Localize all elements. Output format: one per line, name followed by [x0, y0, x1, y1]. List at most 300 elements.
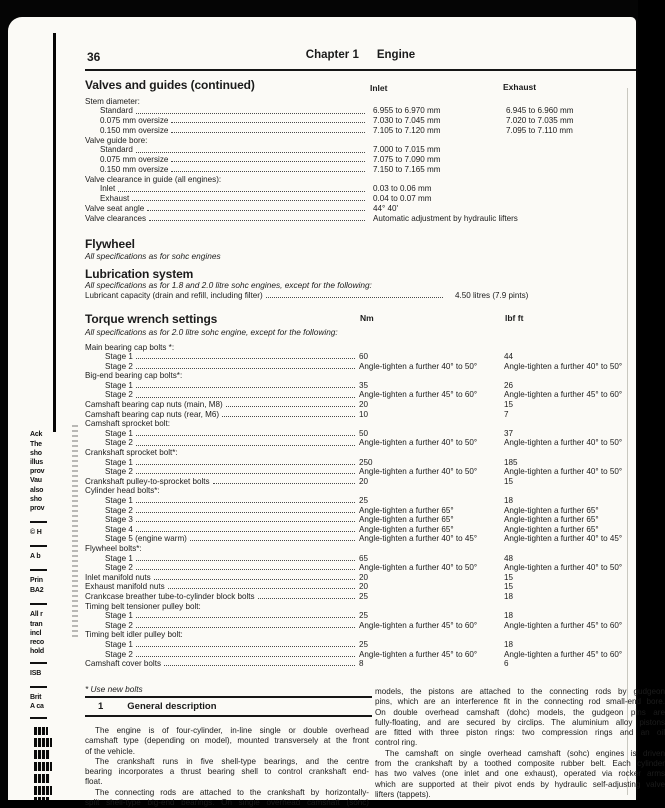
chapter-title: Engine — [376, 49, 416, 61]
spec-value-col1: 6.955 to 6.970 mm — [373, 106, 441, 116]
lubrication-section-title: Lubrication system — [85, 267, 194, 281]
spec-label-cell — [85, 429, 357, 438]
margin-text-fragment: © H — [30, 529, 42, 536]
body-line: pins, which are an interference fit in the connecting rod small-end bore. — [375, 697, 665, 707]
spec-row — [85, 620, 636, 630]
spec-label: Exhaust manifold nuts — [85, 582, 165, 592]
spec-value-col2: 15 — [504, 582, 514, 592]
section-number: 1 — [98, 701, 104, 712]
spec-label: Camshaft sprocket bolt: — [85, 419, 171, 429]
spec-row — [85, 371, 636, 381]
spec-label: 0.150 mm oversize — [100, 125, 169, 135]
spec-row — [85, 649, 636, 659]
leader-dots — [136, 434, 355, 436]
margin-text-fragment: A b — [30, 553, 41, 560]
spec-row — [85, 630, 636, 640]
spec-value-col1: Angle-tighten a further 40° to 50° — [359, 467, 478, 477]
spec-row — [85, 409, 636, 419]
spec-label: Valve clearances — [85, 213, 147, 223]
body-line: split shell-type big-end bearings. On single overhead camshaft (sohc) — [85, 798, 369, 808]
spec-value-col2: 44 — [504, 352, 514, 362]
spec-label-cell — [85, 525, 357, 534]
spec-label: Stage 2 — [105, 620, 133, 630]
leader-dots — [222, 415, 355, 417]
margin-text-fragment: ISB — [30, 670, 42, 677]
spec-label-cell — [85, 592, 357, 601]
spec-value-col2: Angle-tighten a further 45° to 60° — [504, 620, 623, 630]
exhaust-column-header: Exhaust — [503, 82, 537, 92]
spec-value-col1: 65 — [359, 553, 369, 563]
spec-label-cell — [85, 106, 367, 115]
spec-label-cell — [85, 630, 357, 639]
spec-label-cell — [85, 515, 357, 524]
leader-dots — [171, 131, 365, 133]
spec-label-cell — [85, 554, 357, 563]
margin-glyph-fragment — [34, 762, 52, 771]
spec-value-col2: 18 — [504, 639, 514, 649]
spec-label: Stage 1 — [105, 457, 133, 467]
spec-value-col2: 15 — [504, 400, 514, 410]
margin-glyph-fragment — [34, 738, 52, 747]
spec-value-col1: 25 — [359, 639, 369, 649]
spec-row — [85, 582, 636, 592]
spec-label: Camshaft bearing cap nuts (main, M8) — [85, 400, 223, 410]
spec-row — [85, 361, 636, 371]
spec-value-col1: 7.075 to 7.090 mm — [373, 155, 441, 165]
spec-label: Inlet manifold nuts — [85, 572, 151, 582]
spec-row — [85, 591, 636, 601]
spec-value-col2: Angle-tighten a further 65° — [504, 524, 599, 534]
header-rule — [85, 69, 636, 71]
spec-label-cell — [85, 381, 357, 390]
spec-label-cell — [85, 573, 357, 582]
flywheel-note: All specifications as for sohc engines — [85, 251, 221, 261]
spec-row — [85, 438, 636, 448]
spec-label: 0.075 mm oversize — [100, 155, 169, 165]
gutter-shadow — [72, 425, 78, 640]
spec-value-col2: 26 — [504, 380, 514, 390]
spec-row — [85, 116, 636, 126]
spec-value-col1: 50 — [359, 428, 369, 438]
spec-label-cell — [85, 496, 357, 505]
leader-dots — [136, 444, 355, 446]
leader-dots — [171, 160, 365, 162]
spec-row — [85, 342, 636, 352]
torque-section-title: Torque wrench settings — [85, 312, 218, 326]
spec-label-cell — [85, 611, 357, 620]
spec-value-col2: 7.020 to 7.035 mm — [506, 116, 574, 126]
spec-row — [85, 496, 636, 506]
spec-label-cell — [85, 621, 357, 630]
spec-row — [85, 106, 636, 116]
spec-label: Stage 1 — [105, 496, 133, 505]
spec-row — [85, 486, 636, 496]
leader-dots — [168, 587, 355, 589]
body-line: The connecting rods are attached to the crankshaft by horizontally- — [95, 787, 369, 797]
margin-rule — [30, 662, 47, 664]
chapter-heading — [85, 49, 636, 61]
spec-row — [85, 639, 636, 649]
body-line: The camshaft on single overhead camshaft (sohc) engines is driven — [385, 748, 665, 758]
spec-label-cell — [85, 448, 357, 457]
lbfft-column-header: lbf ft — [505, 313, 524, 323]
body-line: which are supported at their pivot ends by hydraulic self-adjusting valve — [375, 779, 665, 789]
margin-text-fragment: Prin — [30, 577, 43, 584]
spec-row — [85, 145, 636, 155]
body-line: On double overhead camshaft (dohc) models, the gudgeon pins are — [375, 707, 665, 717]
spec-value-col2: 185 — [504, 457, 518, 467]
spec-row — [85, 203, 636, 213]
spec-label: Standard — [100, 106, 133, 116]
body-line: models, the pistons are attached to the connecting rods by gudgeon — [375, 687, 665, 696]
spec-value-col1: 250 — [359, 457, 373, 467]
spec-value-col2: Angle-tighten a further 40° to 50° — [504, 467, 623, 477]
leader-dots — [118, 190, 365, 192]
lubricant-capacity-value: 4.50 litres (7.9 pints) — [455, 290, 529, 300]
spec-row — [85, 563, 636, 573]
margin-text-fragment: sho — [30, 496, 42, 503]
spec-label: Stage 2 — [105, 390, 133, 400]
spec-value-col2: 18 — [504, 591, 514, 601]
leader-dots — [164, 664, 355, 666]
body-column-left — [85, 726, 369, 808]
spec-value-col1: Angle-tighten a further 45° to 60° — [359, 620, 478, 630]
spec-label: Stage 1 — [105, 639, 133, 649]
spec-row — [85, 543, 636, 553]
margin-glyph-fragment — [34, 727, 48, 735]
spec-value-col2: Angle-tighten a further 40° to 50° — [504, 361, 623, 371]
spec-label: Stage 4 — [105, 524, 133, 534]
spec-label-cell — [85, 563, 357, 572]
spec-label: 0.150 mm oversize — [100, 164, 169, 174]
spec-row — [85, 380, 636, 390]
body-line: camshaft type (depending on model), mounted transversely at the front — [85, 736, 369, 746]
spec-value-col1: Angle-tighten a further 65° — [359, 524, 454, 534]
leader-dots — [266, 296, 443, 298]
leader-dots — [149, 219, 365, 221]
spec-label: Timing belt tensioner pulley bolt: — [85, 601, 201, 611]
spec-label-cell — [85, 126, 367, 135]
flywheel-section-title: Flywheel — [85, 237, 135, 251]
spec-label: Big-end bearing cap bolts*: — [85, 371, 183, 381]
leader-dots — [136, 655, 355, 657]
spec-row — [85, 534, 636, 544]
spec-value-col1: 0.04 to 0.07 mm — [373, 194, 432, 204]
spec-value-col1: 44° 40' — [373, 203, 399, 213]
spec-label: Stage 1 — [105, 380, 133, 390]
adjacent-page-fragments — [28, 0, 64, 800]
spec-label-cell — [85, 544, 357, 553]
margin-rule — [30, 717, 47, 719]
spec-label-cell — [85, 184, 367, 193]
spec-label-cell — [85, 534, 357, 543]
leader-dots — [258, 597, 355, 599]
spec-row — [85, 515, 636, 525]
margin-text-fragment: All r — [30, 611, 43, 618]
spec-label-cell — [85, 116, 367, 125]
spec-value-col2: 7.095 to 7.110 mm — [506, 125, 573, 135]
spec-row — [85, 572, 636, 582]
margin-text-fragment: Ack — [30, 431, 43, 438]
spec-label-cell — [85, 506, 357, 515]
spec-value-col1: 7.150 to 7.165 mm — [373, 164, 441, 174]
spec-label: Stage 2 — [105, 467, 133, 477]
body-line: float. — [85, 777, 103, 787]
spec-label-cell — [85, 477, 357, 486]
spec-value-col1: 35 — [359, 380, 369, 390]
spec-value-col2: 18 — [504, 496, 514, 505]
leader-dots — [136, 112, 365, 114]
spec-value-col1: 20 — [359, 400, 369, 410]
spec-label-cell — [85, 419, 357, 428]
body-line: bearing incorporates a thrust bearing shell to control crankshaft end- — [85, 767, 369, 777]
valves-spec-table — [85, 96, 636, 223]
spec-label: Valve clearance in guide (all engines): — [85, 174, 222, 184]
body-line: The crankshaft runs in five shell-type bearings, and the centre — [95, 756, 369, 766]
spec-label: Stage 2 — [105, 361, 133, 371]
spec-row — [85, 611, 636, 621]
spec-label-cell — [85, 362, 357, 371]
body-line: fully-floating, and are secured by circlips. The aluminium alloy pistons — [375, 717, 665, 727]
valves-section-title: Valves and guides (continued) — [85, 78, 255, 92]
margin-text-fragment: prov — [30, 505, 45, 512]
spec-label-cell — [85, 467, 357, 476]
body-line: lifters (tappets). — [375, 789, 431, 799]
spec-label: Standard — [100, 145, 133, 155]
spec-row — [85, 457, 636, 467]
spec-value-col2: Angle-tighten a further 40° to 45° — [504, 534, 623, 544]
spec-label: Cylinder head bolts*: — [85, 486, 160, 496]
spec-label: Stage 1 — [105, 352, 133, 362]
leader-dots — [136, 511, 355, 513]
spec-label: Stage 2 — [105, 505, 133, 515]
spec-value-col1: 20 — [359, 582, 369, 592]
leader-dots — [136, 530, 355, 532]
spec-label: Stage 1 — [105, 428, 133, 438]
spec-row — [85, 174, 636, 184]
leader-dots — [136, 520, 355, 522]
torque-spec-table — [85, 342, 636, 668]
margin-text-fragment: prov — [30, 468, 45, 475]
body-line: has two valves (one inlet and one exhaust), operated via rocker arms — [375, 769, 665, 779]
spec-row — [85, 524, 636, 534]
spec-value-col1: 8 — [359, 659, 364, 669]
spec-row — [85, 125, 636, 135]
leader-dots — [132, 199, 365, 201]
spec-label: Main bearing cap bolts *: — [85, 342, 175, 352]
margin-glyph-fragment — [34, 774, 50, 783]
torque-footnote: * Use new bolts — [85, 684, 143, 694]
lubrication-note: All specifications as for 1.8 and 2.0 litre sohc engines, except for the following: — [85, 280, 372, 290]
spec-row — [85, 553, 636, 563]
spec-row — [85, 194, 636, 204]
spec-label: Crankshaft pulley-to-sprocket bolts — [85, 476, 210, 486]
spec-value-col1: Angle-tighten a further 65° — [359, 505, 454, 515]
leader-dots — [136, 396, 355, 398]
margin-text-fragment: Vau — [30, 477, 42, 484]
spec-label: Timing belt idler pulley bolt: — [85, 630, 183, 640]
spec-label-cell — [85, 155, 367, 164]
margin-text-fragment: hold — [30, 648, 44, 655]
margin-text-fragment: reco — [30, 639, 44, 646]
spec-value-col1: 7.000 to 7.015 mm — [373, 145, 441, 155]
spec-label-cell — [85, 214, 367, 223]
body-line: control ring. — [375, 738, 418, 748]
spec-label-cell — [85, 400, 357, 409]
spec-label: Valve guide bore: — [85, 135, 148, 145]
body-line: from the crankshaft by a toothed composite rubber belt. Each cylinder — [375, 759, 665, 769]
spec-value-col1: 10 — [359, 409, 369, 419]
margin-text-fragment: sho — [30, 450, 42, 457]
heading-rule-bottom — [85, 715, 372, 717]
spec-label: Camshaft cover bolts — [85, 659, 162, 669]
spec-label: Exhaust — [100, 194, 130, 204]
body-line: The engine is of four-cylinder, in-line single or double overhead — [95, 726, 369, 735]
spec-label-cell — [85, 458, 357, 467]
spec-value-col2: Angle-tighten a further 65° — [504, 515, 599, 525]
spec-label: Stage 2 — [105, 563, 133, 573]
spec-row — [85, 135, 636, 145]
spec-value-col1: 0.03 to 0.06 mm — [373, 184, 432, 194]
spec-row — [85, 213, 636, 223]
spec-label-cell — [85, 486, 357, 495]
spec-row — [85, 476, 636, 486]
spec-label-cell — [85, 145, 367, 154]
leader-dots — [136, 151, 365, 153]
spec-label: Flywheel bolts*: — [85, 543, 142, 553]
margin-text-fragment: tran — [30, 621, 43, 628]
spec-row — [85, 400, 636, 410]
spec-value-col1: 20 — [359, 572, 369, 582]
spec-label-cell — [85, 410, 357, 419]
spec-row — [85, 659, 636, 669]
leader-dots — [136, 626, 355, 628]
spec-label: Inlet — [100, 184, 116, 194]
spec-label: Stage 5 (engine warm) — [105, 534, 187, 544]
spec-label: 0.075 mm oversize — [100, 116, 169, 126]
general-description-heading — [85, 696, 372, 717]
margin-rule — [30, 686, 47, 688]
spec-value-col2: 15 — [504, 476, 514, 486]
spec-value-col1: Angle-tighten a further 40° to 50° — [359, 438, 478, 448]
spec-label: Stem diameter: — [85, 96, 140, 106]
spec-row — [85, 164, 636, 174]
leader-dots — [154, 578, 355, 580]
spec-row — [85, 448, 636, 458]
spec-value-col1: 7.030 to 7.045 mm — [373, 116, 441, 126]
margin-text-fragment: The — [30, 441, 42, 448]
spec-value-col1: 25 — [359, 496, 369, 505]
spec-value-col1: Angle-tighten a further 65° — [359, 515, 454, 525]
spec-row — [85, 96, 636, 106]
leader-dots — [136, 645, 355, 647]
margin-text-fragment: incl — [30, 630, 42, 637]
spec-label-cell — [85, 659, 357, 668]
body-column-right — [375, 687, 665, 800]
spec-label: Stage 1 — [105, 553, 133, 563]
spec-value-col2: Angle-tighten a further 40° to 50° — [504, 438, 623, 448]
spec-row — [85, 505, 636, 515]
leader-dots — [136, 386, 355, 388]
spec-label: Crankshaft sprocket bolt*: — [85, 448, 178, 458]
chapter-number: Chapter 1 — [305, 49, 359, 61]
spec-label: Stage 3 — [105, 515, 133, 525]
margin-glyph-fragment — [34, 750, 50, 759]
spec-label-cell — [85, 136, 367, 145]
margin-text-fragment: Brit — [30, 694, 42, 701]
spec-value-col1: Angle-tighten a further 40° to 50° — [359, 563, 478, 573]
spec-label: Stage 2 — [105, 649, 133, 659]
spec-value-col2: Angle-tighten a further 45° to 60° — [504, 649, 623, 659]
spec-label-cell — [85, 390, 357, 399]
spec-label-cell — [85, 582, 357, 591]
spec-row — [85, 390, 636, 400]
spec-label: Crankcase breather tube-to-cylinder block bolts — [85, 591, 255, 601]
spec-row — [85, 601, 636, 611]
page-number: 36 — [87, 50, 101, 64]
spec-value-col2: 15 — [504, 572, 514, 582]
margin-glyph-fragment — [34, 786, 52, 795]
spec-value-col1: 7.105 to 7.120 mm — [373, 125, 441, 135]
margin-rule — [30, 603, 47, 605]
spec-row — [85, 428, 636, 438]
spec-value-col2: Angle-tighten a further 45° to 60° — [504, 390, 623, 400]
spec-label-cell — [85, 438, 357, 447]
leader-dots — [136, 501, 355, 503]
spec-value-col1: 25 — [359, 611, 369, 621]
leader-dots — [136, 472, 355, 474]
leader-dots — [147, 209, 365, 211]
spec-label-cell — [85, 371, 357, 380]
spec-value-col2: 48 — [504, 553, 514, 563]
body-line: of the vehicle. — [85, 746, 135, 756]
margin-text-fragment: also — [30, 487, 44, 494]
leader-dots — [136, 367, 355, 369]
spec-label-cell — [85, 175, 367, 184]
margin-rule — [30, 545, 47, 547]
spec-label-cell — [85, 194, 367, 203]
spec-value-col1: 25 — [359, 591, 369, 601]
spec-value-col2: 6 — [504, 659, 509, 669]
spec-value-col2: Angle-tighten a further 40° to 50° — [504, 563, 623, 573]
leader-dots — [136, 616, 355, 618]
inlet-column-header: Inlet — [370, 83, 388, 93]
spec-label: Stage 2 — [105, 438, 133, 448]
spec-value-col1: 60 — [359, 352, 369, 362]
spec-row — [85, 184, 636, 194]
spec-row — [85, 155, 636, 165]
spec-label: Valve seat angle — [85, 203, 145, 213]
spec-row — [85, 352, 636, 362]
leader-dots — [226, 405, 355, 407]
leader-dots — [136, 463, 355, 465]
spec-label-cell — [85, 352, 357, 361]
margin-rule — [30, 569, 47, 571]
margin-text-fragment: BA2 — [30, 587, 44, 594]
spec-value-col2: Angle-tighten a further 65° — [504, 505, 599, 515]
leader-dots — [213, 482, 355, 484]
leader-dots — [136, 568, 355, 570]
spec-label-cell — [85, 204, 367, 213]
spec-value-col1: Angle-tighten a further 40° to 45° — [359, 534, 478, 544]
section-title: General description — [127, 701, 217, 712]
margin-rule — [30, 521, 47, 523]
spec-label-cell — [85, 650, 357, 659]
spec-value-col1: Angle-tighten a further 45° to 60° — [359, 649, 478, 659]
lubricant-capacity-row — [85, 290, 636, 300]
leader-dots — [171, 121, 365, 123]
leader-dots — [171, 170, 365, 172]
